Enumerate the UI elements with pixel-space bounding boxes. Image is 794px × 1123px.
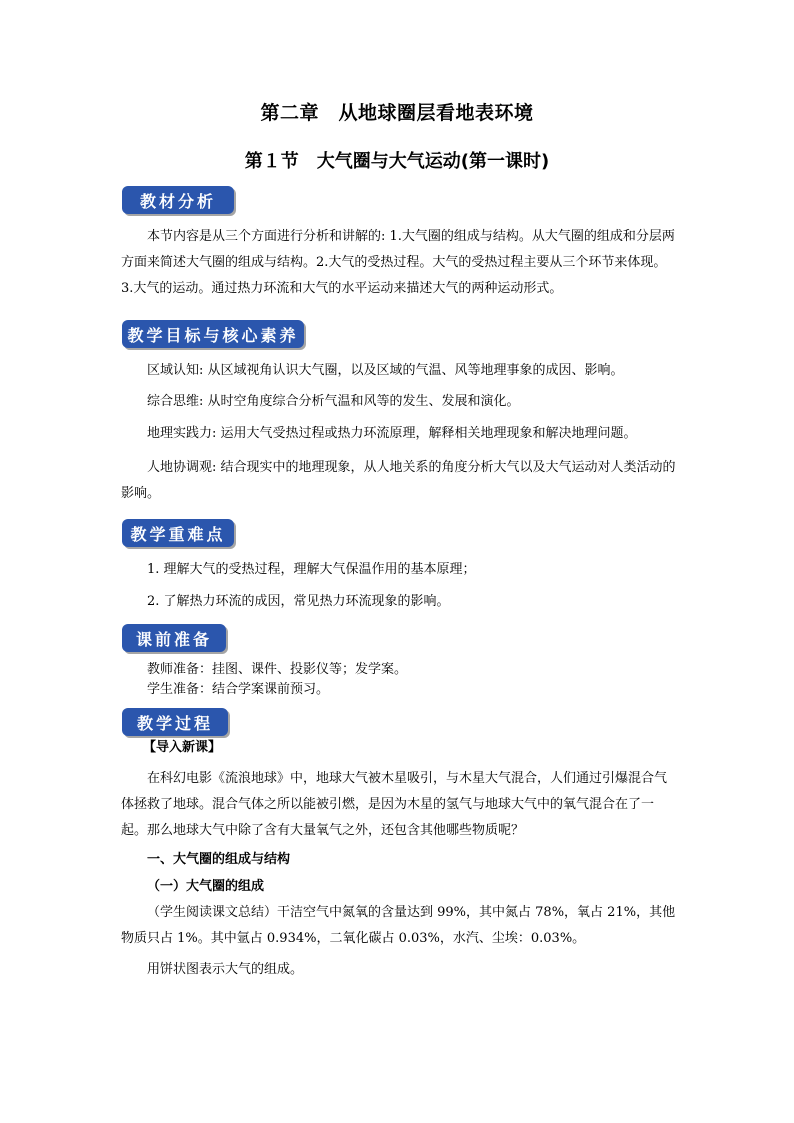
subheading-composition-structure: 一、大气圈的组成与结构 — [147, 852, 291, 867]
chapter-title: 第二章 从地球圈层看地表环境 — [260, 102, 534, 124]
header-analysis: 教材分析 — [122, 186, 234, 214]
pie-note: 用饼状图表示大气的组成。 — [147, 962, 304, 977]
section-title: 第１节 大气圈与大气运动(第一课时) — [244, 151, 550, 172]
goal-item: 区域认知: 从区域视角认识大气圈，以及区域的气温、风等地理事象的成因、影响。 — [147, 363, 624, 378]
student-prep: 学生准备：结合学案课前预习。 — [147, 682, 330, 697]
header-prep: 课前准备 — [122, 624, 226, 652]
difficulty-item: 1. 理解大气的受热过程，理解大气保温作用的基本原理； — [147, 562, 476, 577]
intro-label: 【导入新课】 — [143, 740, 222, 755]
goal-item: 综合思维: 从时空角度综合分析气温和风等的发生、发展和演化。 — [147, 394, 520, 409]
composition-paragraph: （学生阅读课文总结）干洁空气中氮氧的含量达到 99%，其中氮占 78%，氧占 21%，其他物质只占 1%。其中氩占 0.934%，二氧化碳占 0.03%，水汽、尘埃：0.03%。 — [121, 905, 676, 946]
header-goals: 教学目标与核心素养 — [122, 320, 304, 348]
intro-paragraph: 在科幻电影《流浪地球》中，地球大气被木星吸引，与木星大气混合，人们通过引爆混合气体拯救了地球。混合气体之所以能被引燃，是因为木星的氢气与地球大气中的氧气混合在了一起。那么地球大气中除了含有大量氧气之外，还包含其他哪些物质呢？ — [121, 771, 668, 838]
goal-item: 地理实践力: 运用大气受热过程或热力环流原理，解释相关地理现象和解决地理问题。 — [147, 426, 637, 441]
analysis-paragraph: 本节内容是从三个方面进行分析和讲解的: 1.大气圈的组成与结构。从大气圈的组成和分层两方面来简述大气圈的组成与结构。2.大气的受热过程。大气的受热过程主要从三个环节来体现。3.大气的运动。通过热力环流和大气的水平运动来描述大气的两种运动形式。 — [121, 229, 675, 296]
header-difficulty: 教学重难点 — [122, 519, 234, 547]
header-process: 教学过程 — [122, 708, 228, 736]
goal-item: 人地协调观: 结合现实中的地理现象，从人地关系的角度分析大气以及大气运动对人类活动的影响。 — [121, 460, 676, 501]
subheading-composition: （一）大气圈的组成 — [147, 879, 265, 894]
difficulty-item: 2. 了解热力环流的成因，常见热力环流现象的影响。 — [147, 594, 450, 609]
teacher-prep: 教师准备：挂图、课件、投影仪等；发学案。 — [147, 662, 408, 677]
